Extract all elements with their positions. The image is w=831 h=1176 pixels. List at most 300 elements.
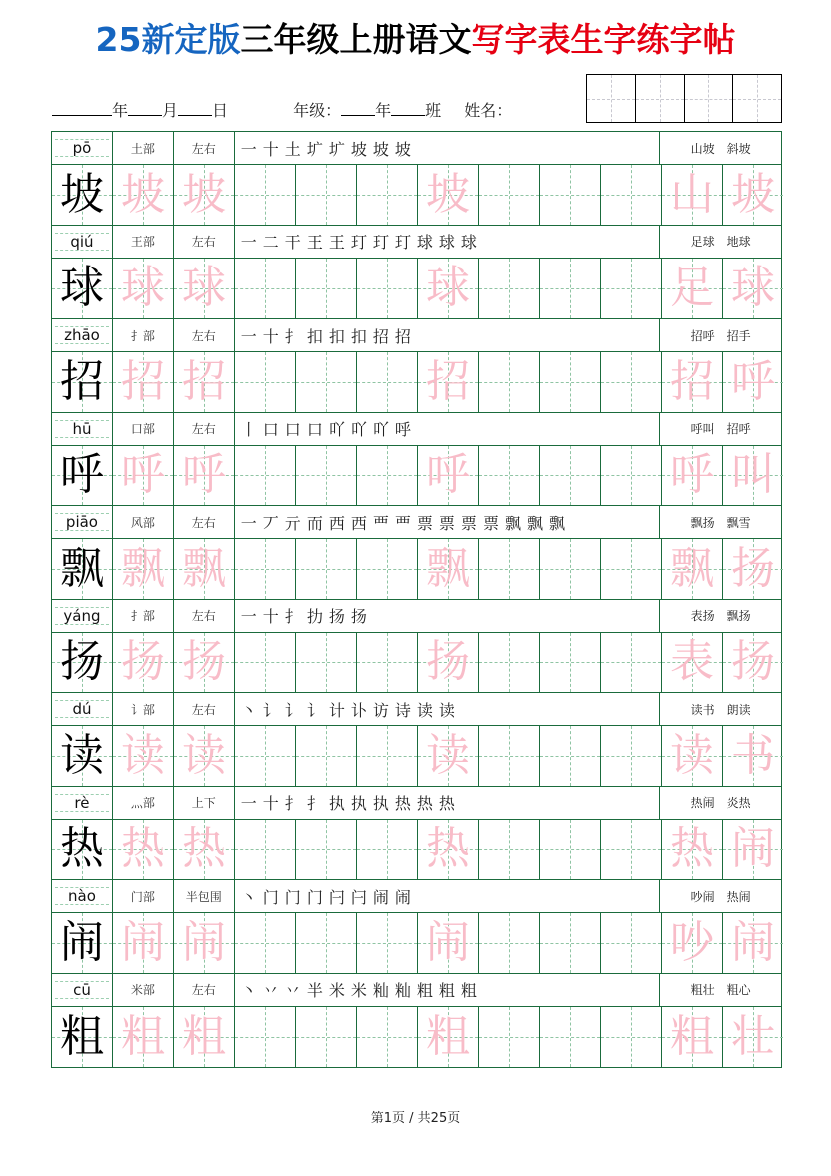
class-label: 班 (425, 101, 442, 120)
stroke-step: 丷 (284, 981, 301, 1000)
blank-writing-cell[interactable] (235, 446, 296, 506)
grid-character: 坡 (426, 168, 470, 220)
blank-writing-cell[interactable] (601, 446, 662, 506)
blank-writing-cell[interactable] (357, 446, 418, 506)
stroke-step: 球 (460, 233, 477, 252)
info-row (52, 880, 781, 913)
word-trace-cell[interactable] (723, 633, 783, 693)
structure-cell: 左右 (174, 226, 235, 258)
blank-writing-cell[interactable] (540, 726, 601, 786)
model-character (52, 1007, 113, 1068)
stroke-step: 访 (372, 700, 389, 720)
stroke-step: 坡 (394, 139, 411, 159)
radical-cell: 扌部 (113, 600, 174, 632)
student-info-line (52, 98, 512, 121)
trace-cell[interactable] (174, 726, 235, 786)
stroke-step: 籼 (394, 981, 411, 1000)
blank-writing-cell[interactable] (540, 352, 601, 412)
pinyin: dú (72, 700, 92, 718)
blank-writing-cell[interactable] (357, 1007, 418, 1068)
name-box[interactable] (587, 75, 636, 122)
stroke-step: 丷 (262, 981, 279, 1000)
blank-writing-cell[interactable] (601, 820, 662, 880)
trace-cell[interactable] (113, 446, 174, 506)
month-field[interactable] (128, 101, 162, 116)
blank-writing-cell[interactable] (357, 259, 418, 319)
trace-cell[interactable] (174, 913, 235, 973)
blank-writing-cell[interactable] (235, 1007, 296, 1068)
model-character (52, 633, 113, 693)
blank-writing-cell[interactable] (540, 165, 601, 225)
blank-writing-cell[interactable] (235, 633, 296, 693)
stroke-step: 门 (284, 887, 301, 907)
blank-writing-cell[interactable] (296, 820, 357, 880)
grid-character: 叫 (731, 449, 775, 501)
grid-character: 闹 (731, 916, 775, 968)
word-trace-cell[interactable] (662, 633, 723, 693)
trace-cell[interactable] (113, 165, 174, 225)
name-input-boxes[interactable] (586, 74, 782, 123)
example-word: 朗读 (726, 702, 751, 717)
blank-writing-cell[interactable] (479, 726, 540, 786)
trace-cell[interactable] (418, 633, 479, 693)
stroke-order-cell (235, 506, 660, 538)
stroke-step: 土 (284, 139, 301, 159)
grid-character: 闹 (182, 916, 226, 968)
trace-cell[interactable] (113, 820, 174, 880)
practice-sheet (51, 131, 782, 1068)
blank-writing-cell[interactable] (235, 726, 296, 786)
trace-cell[interactable] (113, 539, 174, 599)
blank-writing-cell[interactable] (540, 539, 601, 599)
stroke-step: 吖 (328, 420, 345, 439)
grid-character: 足 (670, 262, 714, 314)
pinyin-cell (52, 226, 113, 258)
blank-writing-cell[interactable] (235, 820, 296, 880)
words-cell (660, 132, 781, 164)
writing-grid-row (52, 352, 781, 413)
word-trace-cell[interactable] (723, 165, 783, 225)
name-box[interactable] (636, 75, 685, 122)
trace-cell[interactable] (418, 259, 479, 319)
stroke-step: 闩 (350, 887, 367, 907)
grid-character: 飘 (121, 542, 165, 594)
stroke-step: 讠 (284, 700, 301, 720)
blank-writing-cell[interactable] (296, 446, 357, 506)
radical-cell: 王部 (113, 226, 174, 258)
name-label: 姓名： (464, 101, 513, 120)
grid-character: 热 (121, 823, 165, 875)
trace-cell[interactable] (113, 1007, 174, 1068)
pinyin: cū (73, 980, 91, 999)
example-word: 粗壮 (690, 983, 715, 997)
example-word: 吵闹 (690, 889, 715, 904)
model-character (52, 726, 113, 786)
class-field[interactable] (391, 101, 425, 116)
trace-cell[interactable] (174, 259, 235, 319)
grid-character: 坡 (182, 168, 226, 220)
info-row (52, 319, 781, 352)
blank-writing-cell[interactable] (479, 352, 540, 412)
pinyin-cell (52, 693, 113, 725)
grid-character: 壮 (731, 1010, 775, 1062)
title-grade: 三年级上册语文 (240, 20, 472, 59)
example-word: 飘扬 (690, 515, 715, 530)
model-character (52, 352, 113, 412)
stroke-step: 票 (438, 513, 455, 533)
grid-character: 坡 (60, 168, 104, 220)
character-entry (52, 693, 781, 787)
grid-character: 热 (670, 823, 714, 875)
blank-writing-cell[interactable] (357, 820, 418, 880)
stroke-step: 飘 (504, 513, 521, 533)
words-cell (660, 506, 781, 538)
stroke-step: 门 (262, 887, 279, 907)
blank-writing-cell[interactable] (540, 259, 601, 319)
trace-cell[interactable] (113, 726, 174, 786)
stroke-step: 王 (306, 233, 323, 252)
word-trace-cell[interactable] (662, 259, 723, 319)
blank-writing-cell[interactable] (479, 165, 540, 225)
trace-cell[interactable] (174, 539, 235, 599)
word-trace-cell[interactable] (662, 726, 723, 786)
blank-writing-cell[interactable] (601, 1007, 662, 1068)
pinyin-cell (52, 319, 113, 351)
blank-writing-cell[interactable] (235, 913, 296, 973)
blank-writing-cell[interactable] (601, 352, 662, 412)
pinyin-cell (52, 600, 113, 632)
grid-character: 球 (182, 262, 226, 314)
stroke-step: 粗 (416, 981, 433, 1000)
word-trace-cell[interactable] (662, 352, 723, 412)
trace-cell[interactable] (418, 913, 479, 973)
radical-cell: 口部 (113, 413, 174, 445)
grid-character: 球 (60, 262, 104, 314)
info-row (52, 132, 781, 165)
info-row (52, 506, 781, 539)
blank-writing-cell[interactable] (235, 259, 296, 319)
stroke-step: 票 (482, 513, 499, 533)
stroke-step: 飘 (548, 513, 565, 533)
stroke-step: 诗 (394, 700, 411, 720)
character-entry (52, 600, 781, 694)
info-row (52, 974, 781, 1007)
words-cell (660, 413, 781, 445)
trace-cell[interactable] (418, 539, 479, 599)
blank-writing-cell[interactable] (235, 165, 296, 225)
stroke-step: 十 (262, 139, 279, 159)
blank-writing-cell[interactable] (540, 446, 601, 506)
trace-cell[interactable] (113, 633, 174, 693)
writing-grid-row (52, 1007, 781, 1068)
stroke-step: 二 (262, 233, 279, 252)
grid-character: 呼 (670, 449, 714, 501)
words-cell (660, 600, 781, 632)
title-edition: 25新定版 (95, 20, 241, 59)
blank-writing-cell[interactable] (357, 913, 418, 973)
grid-character: 读 (60, 729, 104, 781)
grid-character: 呼 (731, 355, 775, 407)
blank-writing-cell[interactable] (296, 633, 357, 693)
trace-cell[interactable] (418, 726, 479, 786)
grid-character: 扬 (60, 636, 104, 688)
stroke-step: 扣 (328, 326, 345, 346)
blank-writing-cell[interactable] (296, 539, 357, 599)
word-trace-cell[interactable] (662, 913, 723, 973)
blank-writing-cell[interactable] (296, 165, 357, 225)
grid-character: 扬 (731, 636, 775, 688)
blank-writing-cell[interactable] (601, 259, 662, 319)
word-trace-cell[interactable] (662, 1007, 723, 1068)
word-trace-cell[interactable] (723, 352, 783, 412)
stroke-step: 呼 (394, 420, 411, 439)
stroke-step: 圹 (306, 139, 323, 159)
day-label: 日 (212, 101, 229, 120)
stroke-step: 吖 (372, 420, 389, 439)
stroke-step: 扌 (284, 326, 301, 346)
grid-character: 扬 (426, 636, 470, 688)
blank-writing-cell[interactable] (357, 726, 418, 786)
blank-writing-cell[interactable] (479, 1007, 540, 1068)
trace-cell[interactable] (113, 913, 174, 973)
grid-character: 粗 (60, 1010, 104, 1062)
blank-writing-cell[interactable] (296, 913, 357, 973)
stroke-step: 票 (460, 513, 477, 533)
stroke-order-cell (235, 226, 660, 258)
blank-writing-cell[interactable] (479, 913, 540, 973)
blank-writing-cell[interactable] (601, 913, 662, 973)
word-trace-cell[interactable] (723, 539, 783, 599)
stroke-step: 丨 (240, 420, 257, 439)
stroke-step: 一 (240, 233, 257, 252)
blank-writing-cell[interactable] (296, 259, 357, 319)
blank-writing-cell[interactable] (601, 726, 662, 786)
word-trace-cell[interactable] (723, 820, 783, 880)
blank-writing-cell[interactable] (357, 165, 418, 225)
trace-cell[interactable] (174, 820, 235, 880)
word-trace-cell[interactable] (662, 446, 723, 506)
model-character (52, 539, 113, 599)
words-cell (660, 787, 781, 819)
trace-cell[interactable] (113, 259, 174, 319)
model-character (52, 913, 113, 973)
words-cell (660, 974, 781, 1006)
grid-character: 粗 (670, 1010, 714, 1062)
grid-character: 呼 (426, 449, 470, 501)
word-trace-cell[interactable] (662, 820, 723, 880)
stroke-step: 球 (416, 233, 433, 252)
trace-cell[interactable] (174, 1007, 235, 1068)
radical-cell: 土部 (113, 132, 174, 164)
blank-writing-cell[interactable] (540, 820, 601, 880)
model-character (52, 820, 113, 880)
words-cell (660, 319, 781, 351)
blank-writing-cell[interactable] (479, 259, 540, 319)
trace-cell[interactable] (418, 446, 479, 506)
grid-character: 招 (182, 355, 226, 407)
stroke-step: 门 (306, 887, 323, 907)
pinyin: pō (72, 139, 92, 157)
grid-character: 球 (426, 262, 470, 314)
name-box[interactable] (685, 75, 734, 122)
name-box[interactable] (733, 75, 781, 122)
stroke-step: 口 (284, 420, 301, 439)
stroke-step: 闩 (328, 887, 345, 907)
trace-cell[interactable] (113, 352, 174, 412)
trace-cell[interactable] (418, 165, 479, 225)
grid-character: 读 (426, 729, 470, 781)
blank-writing-cell[interactable] (479, 539, 540, 599)
model-character (52, 165, 113, 225)
blank-writing-cell[interactable] (357, 633, 418, 693)
word-trace-cell[interactable] (723, 259, 783, 319)
writing-grid-row (52, 259, 781, 320)
trace-cell[interactable] (174, 633, 235, 693)
trace-cell[interactable] (174, 446, 235, 506)
blank-writing-cell[interactable] (357, 352, 418, 412)
grid-character: 飘 (60, 542, 104, 594)
stroke-step: 覀 (394, 513, 411, 533)
grid-character: 热 (182, 823, 226, 875)
structure-cell: 左右 (174, 413, 235, 445)
info-row (52, 413, 781, 446)
grid-character: 热 (426, 823, 470, 875)
blank-writing-cell[interactable] (601, 539, 662, 599)
pinyin-cell (52, 132, 113, 164)
stroke-step: 粗 (438, 981, 455, 1000)
pinyin: yáng (63, 606, 101, 625)
blank-writing-cell[interactable] (357, 539, 418, 599)
stroke-step: 西 (328, 513, 345, 533)
stroke-step: 一 (240, 326, 257, 346)
word-trace-cell[interactable] (723, 913, 783, 973)
stroke-step: 王 (328, 233, 345, 252)
structure-cell: 左右 (174, 132, 235, 164)
stroke-step: 十 (262, 794, 279, 813)
stroke-step: 干 (284, 233, 301, 252)
word-trace-cell[interactable] (723, 726, 783, 786)
stroke-step: 讠 (262, 700, 279, 720)
trace-cell[interactable] (418, 352, 479, 412)
stroke-step: 扬 (328, 607, 345, 626)
radical-cell: 扌部 (113, 319, 174, 351)
stroke-order-cell (235, 974, 660, 1006)
blank-writing-cell[interactable] (540, 633, 601, 693)
word-trace-cell[interactable] (723, 1007, 783, 1068)
pinyin-cell (52, 880, 113, 912)
blank-writing-cell[interactable] (235, 539, 296, 599)
stroke-step: 球 (438, 233, 455, 252)
blank-writing-cell[interactable] (235, 352, 296, 412)
stroke-step: 坡 (372, 139, 389, 159)
word-trace-cell[interactable] (662, 539, 723, 599)
word-trace-cell[interactable] (723, 446, 783, 506)
writing-grid-row (52, 165, 781, 226)
grid-character: 读 (670, 729, 714, 781)
grid-character: 招 (426, 355, 470, 407)
writing-grid-row (52, 726, 781, 787)
pinyin: qiú (70, 232, 94, 251)
stroke-step: 圹 (328, 139, 345, 159)
example-word: 地球 (726, 235, 751, 249)
grid-character: 招 (670, 355, 714, 407)
stroke-step: 而 (306, 513, 323, 533)
stroke-step: 执 (328, 794, 345, 813)
pinyin: zhāo (64, 326, 100, 344)
stroke-step: 闹 (394, 887, 411, 907)
character-entry (52, 413, 781, 507)
radical-cell: 门部 (113, 880, 174, 912)
words-cell (660, 693, 781, 725)
day-field[interactable] (178, 101, 212, 116)
grade-label: 年级： (293, 101, 342, 120)
stroke-step: 扌 (284, 607, 301, 626)
grid-character: 读 (121, 729, 165, 781)
grid-character: 闹 (121, 916, 165, 968)
grid-character: 闹 (60, 916, 104, 968)
blank-writing-cell[interactable] (601, 633, 662, 693)
stroke-step: 十 (262, 607, 279, 626)
stroke-step: 讠 (306, 700, 323, 720)
blank-writing-cell[interactable] (540, 913, 601, 973)
character-entry (52, 506, 781, 600)
grid-character: 书 (731, 729, 775, 781)
example-word: 招呼 (690, 328, 715, 343)
grid-character: 招 (60, 355, 104, 407)
words-cell (660, 226, 781, 258)
grid-character: 坡 (121, 168, 165, 220)
stroke-step: 读 (416, 700, 433, 720)
stroke-step: 丶 (240, 981, 257, 1000)
stroke-step: 扌 (306, 794, 323, 813)
example-word: 招呼 (726, 422, 751, 436)
writing-grid-row (52, 913, 781, 974)
year-field[interactable] (52, 101, 112, 116)
trace-cell[interactable] (418, 1007, 479, 1068)
example-word: 招手 (726, 328, 751, 343)
example-word: 山坡 (690, 141, 715, 156)
grid-character: 飘 (670, 542, 714, 594)
blank-writing-cell[interactable] (479, 820, 540, 880)
writing-grid-row (52, 446, 781, 507)
blank-writing-cell[interactable] (296, 352, 357, 412)
structure-cell: 左右 (174, 693, 235, 725)
blank-writing-cell[interactable] (296, 1007, 357, 1068)
blank-writing-cell[interactable] (601, 165, 662, 225)
stroke-step: 执 (350, 794, 367, 813)
stroke-step: 执 (372, 794, 389, 813)
model-character (52, 446, 113, 506)
stroke-order-cell (235, 413, 660, 445)
blank-writing-cell[interactable] (479, 633, 540, 693)
word-trace-cell[interactable] (662, 165, 723, 225)
stroke-step: 半 (306, 981, 323, 1000)
blank-writing-cell[interactable] (296, 726, 357, 786)
blank-writing-cell[interactable] (540, 1007, 601, 1068)
year-label: 年 (112, 101, 129, 120)
blank-writing-cell[interactable] (479, 446, 540, 506)
stroke-step: 籼 (372, 981, 389, 1000)
trace-cell[interactable] (418, 820, 479, 880)
stroke-step: 玎 (394, 233, 411, 252)
trace-cell[interactable] (174, 352, 235, 412)
grade-field[interactable] (341, 101, 375, 116)
grid-character: 呼 (121, 449, 165, 501)
grid-character: 呼 (182, 449, 226, 501)
pinyin-cell (52, 413, 113, 445)
trace-cell[interactable] (174, 165, 235, 225)
example-word: 炎热 (726, 796, 751, 810)
